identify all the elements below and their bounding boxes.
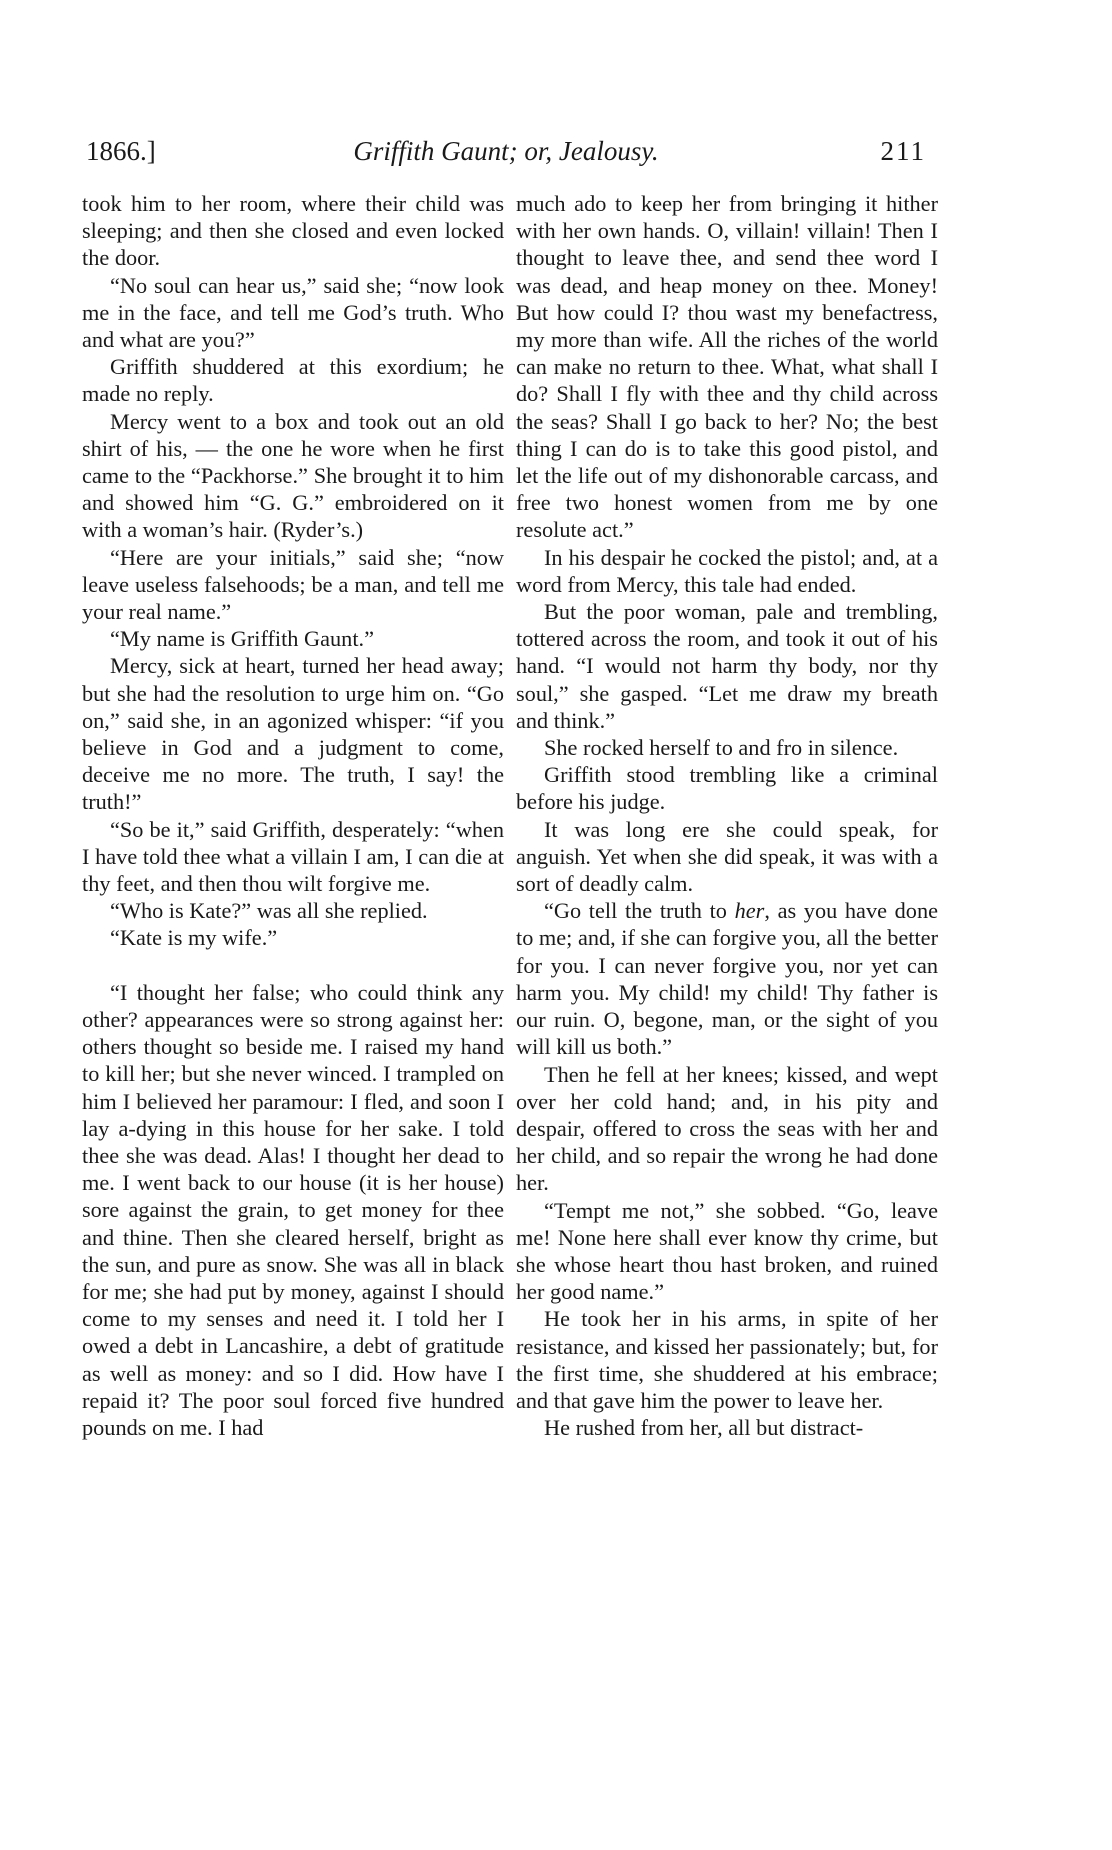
- header-year: 1866.]: [86, 136, 156, 166]
- paragraph: “Kate is my wife.”: [110, 925, 278, 951]
- right-column: [516, 190, 938, 1441]
- paragraph: Griffith shuddered at this exordium; he made no reply.: [82, 354, 504, 407]
- paragraph: “My name is Griffith Gaunt.”: [110, 626, 374, 652]
- paragraph: “I thought her false; who could think any other? appearances were so strong against her: others thought so beside me. I raised my hand to kill her; but she never winced. I trampled on him I believed her paramour: I fled, and soon I lay a-dying in this house for her sake. I told thee she was dead. Alas! I thought her dead to me. I went back to our house (it is her house) sore against the grain, to get money for thee and thine. Then she cleared herself, bright as the sun, and pure as snow. She was all in black for me; she had put by money, against I should come to my senses and need it. I told her I owed a debt in Lancashire, a debt of gratitude as well as money: and so I did. How have I repaid it? The poor soul forced five hundred pounds on me. I had: [82, 979, 504, 1440]
- paragraph: “Here are your initials,” said she; “now leave useless falsehoods; be a man, and tell me your real name.”: [82, 544, 504, 625]
- paragraph: In his despair he cocked the pistol; and, at a word from Mercy, this tale had ended.: [516, 544, 938, 597]
- paragraph: Mercy, sick at heart, turned her head away; but she had the resolution to urge him on. “Go on,” said she, in an agonized whisper: “if you believe in God and a judgment to come, deceive me no more. The truth, I say! the truth!”: [82, 653, 504, 815]
- paragraph: [516, 897, 938, 1060]
- emphasis-her: her: [734, 898, 765, 924]
- paragraph: “So be it,” said Griffith, desperately: “when I have told thee what a villain I am, I can die at thy feet, and then thou wilt forgive me.: [82, 816, 504, 897]
- paragraph-text: “Go tell the truth to: [544, 898, 735, 924]
- paragraph: But the poor woman, pale and trembling, tottered across the room, and took it out of his hand. “I would not harm thy body, nor thy soul,” she gasped. “Let me draw my breath and think.”: [516, 599, 938, 733]
- left-column: [82, 190, 504, 1441]
- running-header: [86, 136, 926, 176]
- paragraph: took him to her room, where their child was sleeping; and then she closed and even locked the door.: [82, 191, 504, 271]
- paragraph: He rushed from her, all but distract-: [544, 1415, 864, 1441]
- paragraph: Griffith stood trembling like a criminal before his judge.: [516, 762, 938, 815]
- header-title: Griffith Gaunt; or, Jealousy.: [353, 136, 659, 166]
- paragraph: “Tempt me not,” she sobbed. “Go, leave me! None here shall ever know thy crime, but she whose heart thou hast broken, and ruined her good name.”: [516, 1197, 938, 1305]
- paragraph: He took her in his arms, in spite of her resistance, and kissed her passionately; but, for the first time, she shuddered at his embrace; and that gave him the power to leave her.: [516, 1306, 938, 1413]
- paragraph: Mercy went to a box and took out an old shirt of his, — the one he wore when he first came to the “Packhorse.” She brought it to him and showed him “G. G.” embroidered on it with a woman’s hair. (Ryder’s.): [82, 408, 504, 543]
- page-number: 211: [880, 136, 926, 166]
- paragraph: Then he fell at her knees; kissed, and wept over her cold hand; and, in his pity and despair, offered to cross the seas with her and her child, and so repair the wrong he had done her.: [516, 1061, 938, 1196]
- paragraph: much ado to keep her from bringing it hither with her own hands. O, villain! villain! Then I thought to leave thee, and send thee word I was dead, and heap money on thee. Money! But how could I? thou wast my benefactress, my more than wife. All the riches of the world can make no return to thee. What, what shall I do? Shall I fly with thee and thy child across the seas? Shall I go back to her? No; the best thing I can do is to take this good pistol, and let the life out of my dishonorable carcass, and free two honest women from me by one resolute act.”: [516, 191, 938, 543]
- paragraph: “No soul can hear us,” said she; “now look me in the face, and tell me God’s truth. Who and what are you?”: [82, 272, 504, 353]
- paragraph: “Who is Kate?” was all she replied.: [110, 898, 428, 924]
- paragraph: She rocked herself to and fro in silence.: [544, 735, 899, 761]
- paragraph: It was long ere she could speak, for anguish. Yet when she did speak, it was with a sort of deadly calm.: [516, 816, 938, 897]
- paragraph-text: , as you have done to me; and, if she can forgive you, all the better for you. I can never forgive you, nor yet can harm you. My child! my child! Thy father is our ruin. O, begone, man, or the sight of you will kill us both.”: [516, 898, 938, 1060]
